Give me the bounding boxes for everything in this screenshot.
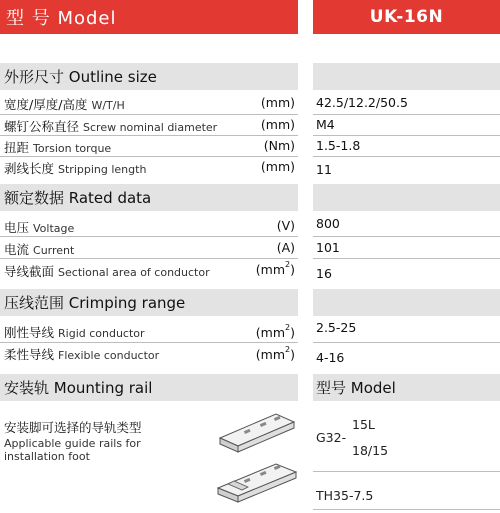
divider (313, 135, 500, 136)
mounting-section-title: 安装轨 Mounting rail (4, 379, 153, 397)
mounting-desc-en: Applicable guide rails for installation foot (4, 437, 141, 463)
divider (0, 114, 298, 115)
crimping-row-flexible-label: 柔性导线 Flexible conductor (4, 347, 160, 362)
divider (313, 342, 500, 343)
crimping-row-rigid-value: 2.5-25 (316, 320, 357, 335)
g32-prefix: G32- (316, 430, 347, 445)
divider (0, 342, 298, 343)
rated-row-section-value: 16 (316, 266, 332, 281)
crimping-row-flexible-value: 4-16 (316, 350, 345, 365)
divider (313, 114, 500, 115)
outline-row-wth-label: 宽度/厚度/高度 W/T/H (4, 97, 125, 112)
divider (0, 135, 298, 136)
din-rail-illustration (214, 408, 300, 504)
outline-row-screw-unit: (mm) (260, 117, 295, 132)
divider (0, 236, 298, 237)
crimping-section-header-right (313, 289, 500, 316)
outline-row-screw-value: M4 (316, 117, 335, 132)
rated-row-current-value: 101 (316, 240, 340, 255)
rated-row-current-unit: (A) (276, 240, 295, 255)
outline-section-header-right (313, 63, 500, 90)
crimping-row-rigid-label: 刚性导线 Rigid conductor (4, 325, 145, 340)
crimping-section-header (0, 289, 298, 316)
outline-row-wth-value: 42.5/12.2/50.5 (316, 95, 408, 110)
outline-row-screw-label: 螺钉公称直径 Screw nominal diameter (4, 119, 218, 134)
mounting-section-header (0, 374, 298, 401)
rated-row-voltage-unit: (V) (276, 218, 295, 233)
model-value: UK-16N (369, 7, 444, 27)
outline-row-strip-label: 剥线长度 Stripping length (4, 161, 147, 176)
model-header-right (313, 0, 500, 34)
model-label: 型 号 Model (6, 8, 117, 29)
divider (0, 156, 298, 157)
mounting-desc-cn: 安装脚可选择的导轨类型 (4, 420, 142, 435)
g32-option-18-15: 18/15 (352, 443, 389, 458)
outline-section-header (0, 63, 298, 90)
model-header-left (0, 0, 298, 34)
mounting-section-header-right (313, 374, 500, 401)
rated-row-section-label: 导线截面 Sectional area of conductor (4, 264, 210, 279)
outline-row-torque-unit: (Nm) (263, 138, 295, 153)
outline-row-strip-value: 11 (316, 162, 332, 177)
outline-row-torque-label: 扭距 Torsion torque (4, 140, 112, 155)
g32-rail-icon (220, 414, 294, 452)
rated-section-header (0, 184, 298, 211)
outline-row-wth-unit: (mm) (260, 95, 295, 110)
crimping-row-flexible-unit: $(mm^2)$ (255, 345, 295, 362)
mounting-model-title: 型号 Model (316, 379, 396, 397)
rated-row-voltage-value: 800 (316, 216, 340, 231)
rated-row-voltage-label: 电压 Voltage (4, 220, 75, 235)
g32-option-15l: 15L (352, 417, 375, 432)
divider (313, 471, 500, 472)
rated-row-section-unit: $(mm^2)$ (255, 260, 295, 277)
divider (0, 258, 298, 259)
divider (313, 258, 500, 259)
th35-rail-value: TH35-7.5 (316, 488, 374, 503)
rated-section-header-right (313, 184, 500, 211)
divider (313, 156, 500, 157)
divider (313, 236, 500, 237)
crimping-row-rigid-unit: $(mm^2)$ (255, 323, 295, 340)
divider (313, 509, 500, 510)
crimping-section-title: 压线范围 Crimping range (4, 294, 186, 312)
rated-row-current-label: 电流 Current (4, 242, 75, 257)
outline-row-torque-value: 1.5-1.8 (316, 138, 361, 153)
th35-rail-icon (218, 464, 296, 502)
outline-section-title: 外形尺寸 Outline size (4, 68, 157, 86)
outline-row-strip-unit: (mm) (260, 159, 295, 174)
rated-section-title: 额定数据 Rated data (4, 189, 152, 207)
